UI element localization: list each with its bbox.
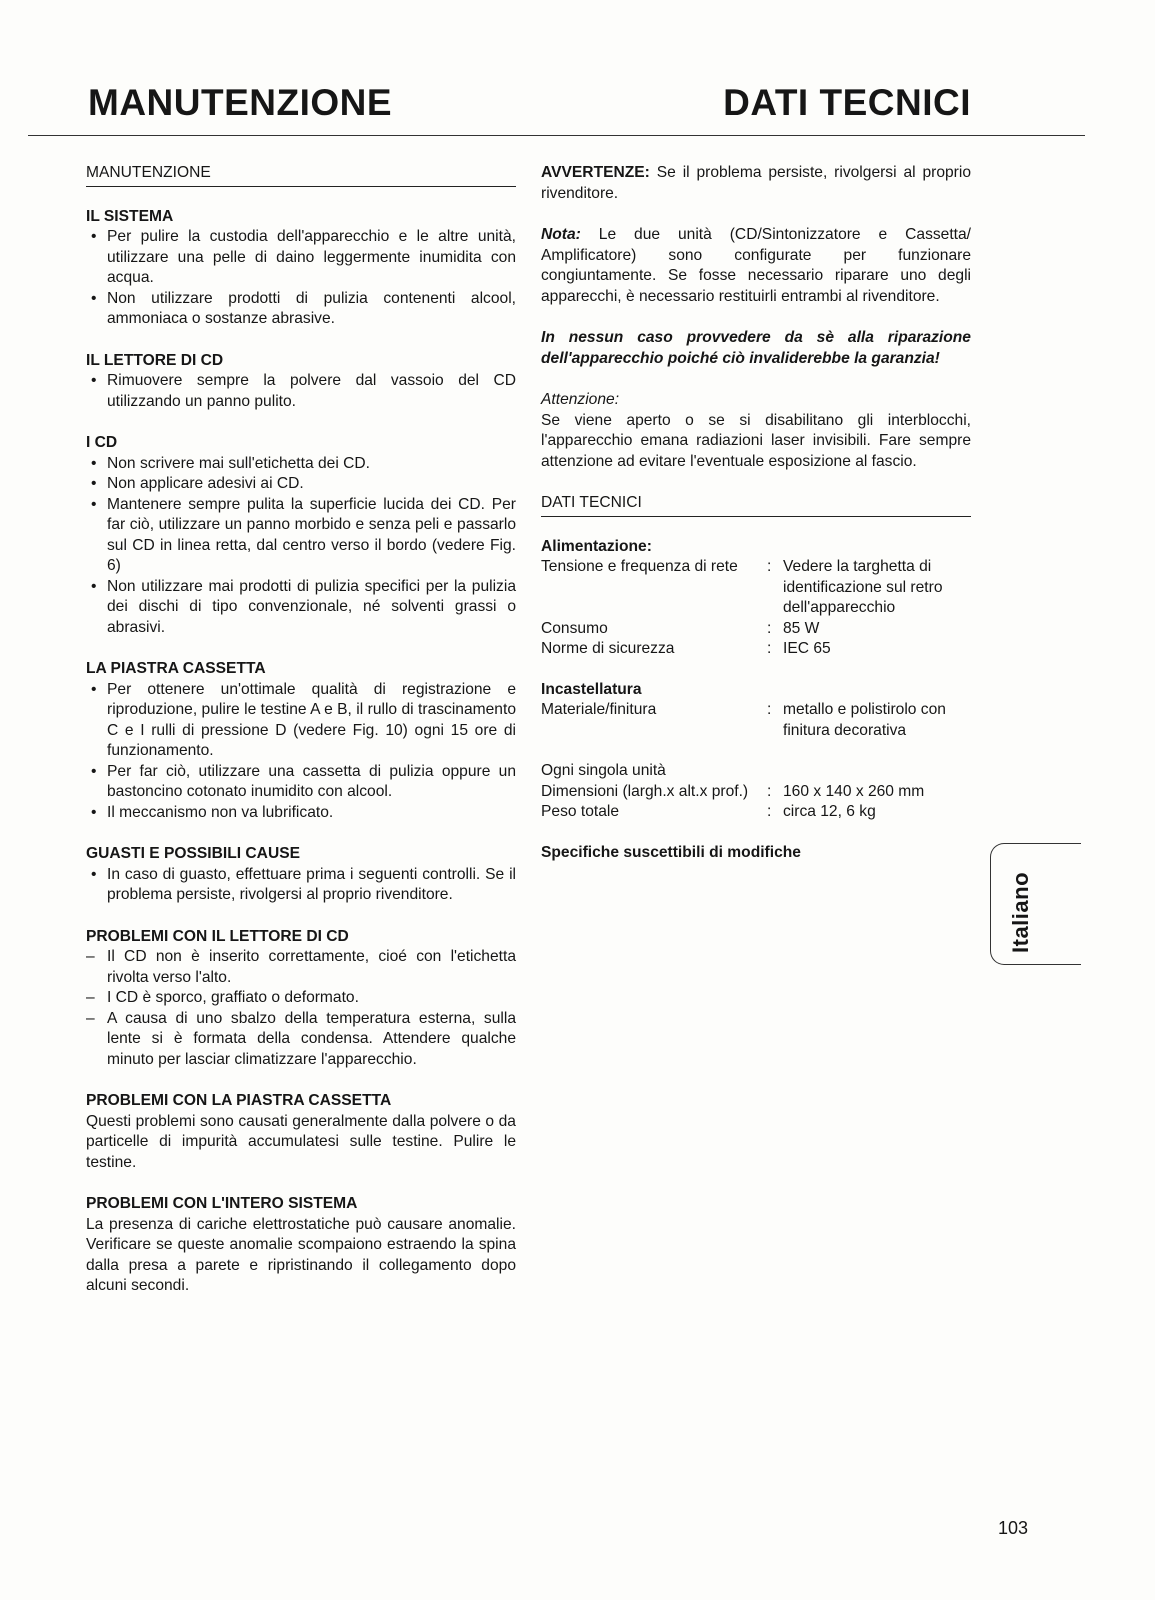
list-item: – I CD è sporco, graffiato o deformato.: [86, 988, 516, 1009]
spec-alimentazione: [541, 537, 971, 660]
list-item: • Rimuovere sempre la polvere dal vassoio del CD utilizzando un panno pulito.: [86, 371, 516, 412]
footer-note: Specifiche suscettibili di modifiche: [541, 843, 801, 861]
list-item: • Non scrivere mai sull'etichetta dei CD.: [86, 454, 516, 475]
heading-piastra-cassetta: LA PIASTRA CASSETTA: [86, 660, 266, 677]
heading-alimentazione: Alimentazione:: [541, 537, 652, 555]
list-item: • In caso di guasto, effettuare prima i seguenti controlli. Se il problema persiste, rivolgersi al proprio rivenditore.: [86, 865, 516, 906]
section-guasti: [86, 844, 516, 906]
right-column: [541, 163, 971, 863]
spec-value: circa 12, 6 kg: [783, 803, 876, 820]
section-problemi-cassetta: [86, 1091, 516, 1173]
section-title-dati-tecnici: DATI TECNICI: [541, 493, 971, 517]
heading-lettore-cd: IL LETTORE DI CD: [86, 351, 224, 369]
attenzione-text: Se viene aperto o se si disabilitano gli interblocchi, l'apparecchio emana radiazioni laser invisibili. Fare sempre attenzione ad evitare l'eventuale esposizione al fascio.: [541, 411, 971, 470]
spec-colon: :: [767, 803, 772, 820]
section-cd: [86, 433, 516, 638]
list-item: – Il CD non è inserito correttamente, cioé con l'etichetta rivolta verso l'alto.: [86, 947, 516, 988]
spec-value: 85 W: [783, 619, 820, 637]
list-item: • Per pulire la custodia dell'apparecchio e le altre unità, utilizzare una pelle di daino leggermente inumidita con acqua.: [86, 227, 516, 289]
spec-colon: :: [767, 701, 772, 718]
spec-value: 160 x 140 x 260 mm: [783, 782, 925, 800]
heading-problemi-cd: PROBLEMI CON IL LETTORE DI CD: [86, 927, 349, 945]
attenzione-label: Attenzione:: [541, 391, 620, 408]
list-item: • Il meccanismo non va lubrificato.: [86, 803, 516, 824]
list-item: • Mantenere sempre pulita la superficie lucida dei CD. Per far ciò, utilizzare un panno morbido e senza peli e passarlo sul CD in linea retta, dal centro verso il bordo (vedere Fig. 6): [86, 495, 516, 577]
spec-colon: :: [767, 619, 772, 637]
section-problemi-sistema: [86, 1194, 516, 1297]
heading-sistema: IL SISTEMA: [86, 207, 174, 225]
spec-row: [541, 619, 971, 640]
avvertenze-text: Se il problema persiste, rivolgersi al proprio rivenditore.: [541, 164, 971, 202]
list-item: – A causa di uno sbalzo della temperatura esterna, sulla lente si è formata della condensa. Attendere qualche minuto per lasciar climatizzare l'apparecchio.: [86, 1009, 516, 1071]
unita-label: Ogni singola unità: [541, 762, 666, 779]
list-item: • Non applicare adesivi ai CD.: [86, 474, 516, 495]
heading-problemi-cassetta: PROBLEMI CON LA PIASTRA CASSETTA: [86, 1092, 392, 1109]
language-tab: [990, 843, 1081, 965]
section-sistema: [86, 207, 516, 330]
heading-incastellatura: Incastellatura: [541, 680, 642, 698]
list-item: • Non utilizzare mai prodotti di pulizia specifici per la pulizia dei dischi di tipo convenzionale, né solventi grassi o abrasivi.: [86, 577, 516, 639]
list-item: • Per far ciò, utilizzare una cassetta di pulizia oppure un bastoncino cotonato inumidito con alcool.: [86, 762, 516, 803]
paragraph: La presenza di cariche elettrostatiche può causare anomalie. Verificare se queste anomalie scompaiono estraendo la spina dalla presa a parete e ripristinando il collegamento dopo alcuni secondi.: [86, 1215, 516, 1294]
nota-text: Le due unità (CD/Sintonizzatore e Cassetta/ Amplificatore) sono configurate per funzionare congiuntamente. Se fosse necessario riparare uno degli apparecchi, è necessario restituirli entrambi al rivenditore.: [541, 226, 971, 305]
warning-text: In nessun caso provvedere da sè alla riparazione dell'apparecchio poiché ciò invaliderebbe la garanzia!: [541, 329, 971, 367]
heading-cd: I CD: [86, 434, 118, 451]
spec-row: [541, 782, 971, 803]
spec-unita: [541, 761, 971, 823]
page-number: 103: [997, 1518, 1028, 1538]
spec-row: [541, 802, 971, 823]
spec-value: IEC 65: [783, 640, 831, 657]
avvertenze-paragraph: [541, 163, 971, 204]
spec-row: [541, 639, 971, 660]
spec-label: Consumo: [541, 619, 608, 637]
spec-label: Dimensioni (largh.x alt.x prof.): [541, 782, 749, 800]
spec-label: Norme di sicurezza: [541, 640, 675, 657]
spec-colon: :: [767, 558, 772, 575]
spec-value: Vedere la targhetta di identificazione sul retro dell'apparecchio: [783, 558, 943, 616]
header-rule: [28, 135, 1085, 136]
spec-colon: :: [767, 640, 772, 657]
page-title-left: MANUTENZIONE: [88, 82, 393, 123]
nota-label: Nota:: [541, 226, 581, 243]
avvertenze-label: AVVERTENZE:: [541, 164, 650, 181]
section-piastra-cassetta: [86, 659, 516, 823]
spec-value: metallo e polistirolo con finitura decorativa: [783, 701, 946, 739]
list-item: • Per ottenere un'ottimale qualità di registrazione e riproduzione, pulire le testine A e B, il rullo di trascinamento C e I rulli di pressione D (vedere Fig. 10) ogni 15 ore di funzionamento.: [86, 680, 516, 762]
heading-guasti: GUASTI E POSSIBILI CAUSE: [86, 845, 301, 862]
section-title-manutenzione: MANUTENZIONE: [86, 163, 516, 187]
section-lettore-cd: [86, 351, 516, 413]
left-column: [86, 163, 516, 1318]
language-tab-label: Italiano: [1008, 871, 1033, 953]
page-title-right: DATI TECNICI: [723, 82, 971, 123]
spec-label: Materiale/finitura: [541, 701, 657, 718]
spec-label: Peso totale: [541, 803, 620, 820]
spec-incastellatura: [541, 680, 971, 742]
attenzione-block: [541, 390, 971, 472]
list-item: • Non utilizzare prodotti di pulizia contenenti alcool, ammoniaca o sostanze abrasive.: [86, 289, 516, 330]
section-problemi-cd: [86, 927, 516, 1071]
spec-row: [541, 557, 971, 619]
paragraph: Questi problemi sono causati generalmente dalla polvere o da particelle di impurità accumulatesi sulle testine. Pulire le testine.: [86, 1112, 516, 1171]
spec-colon: :: [767, 782, 772, 800]
heading-problemi-sistema: PROBLEMI CON L'INTERO SISTEMA: [86, 1195, 358, 1212]
nota-paragraph: [541, 225, 971, 307]
spec-label: Tensione e frequenza di rete: [541, 558, 738, 575]
spec-row: [541, 700, 971, 741]
